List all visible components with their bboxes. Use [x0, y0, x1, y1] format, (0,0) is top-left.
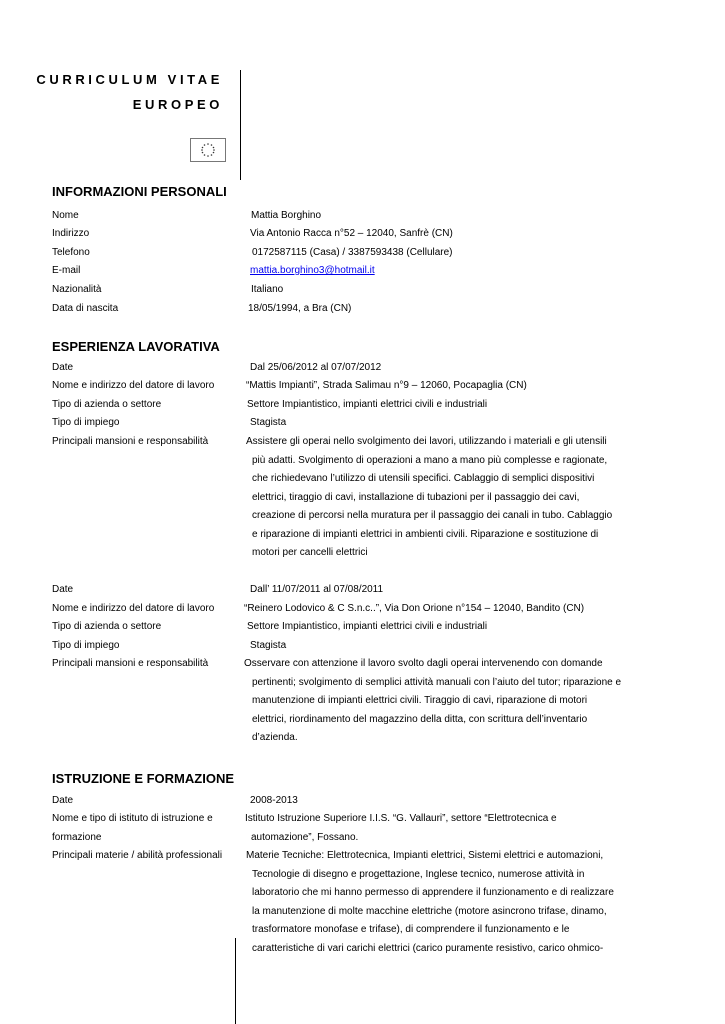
cv-title-line1: CURRICULUM VITAE — [36, 72, 223, 87]
job1-date-label: Date — [52, 362, 74, 373]
cv-title-line2: EUROPEO — [132, 97, 223, 112]
vertical-divider-bottom — [235, 938, 236, 1024]
edu-subjects-line: laboratorio che mi hanno permesso di apprendere il funzionamento e di realizzare — [252, 887, 614, 898]
value-indirizzo: Via Antonio Racca n°52 – 12040, Sanfrè (CN) — [250, 228, 453, 239]
edu-subjects-line: caratteristiche di vari carichi elettrici (carico puramente resistivo, carico ohmico- — [252, 943, 604, 954]
edu-subjects-label: Principali materie / abilità professionali — [52, 850, 223, 861]
label-indirizzo: Indirizzo — [52, 228, 90, 239]
job1-duties-label: Principali mansioni e responsabilità — [52, 436, 209, 447]
value-nome: Mattia Borghino — [251, 210, 322, 221]
job1-type: Stagista — [250, 417, 287, 428]
job2-sector-label: Tipo di azienda o settore — [52, 621, 162, 632]
label-nazionalita: Nazionalità — [52, 284, 102, 295]
job1-duties-line: creazione di percorsi nella muratura per il passaggio dei canali in tubo. Cablaggio — [252, 510, 613, 521]
job1-employer: “Mattis Impianti”, Strada Salimau n°9 – 12060, Pocapaglia (CN) — [246, 380, 527, 391]
job1-duties-line: più adatti. Svolgimento di operazioni a mano a mano più complesse e ragionate, — [252, 455, 608, 466]
job2-duties-line: manutenzione di impianti elettrici civili. Tiraggio di cavi, riparazione di motori — [252, 695, 588, 706]
edu-subjects-line: Tecnologie di disegno e progettazione, Inglese tecnico, numerose attività in — [252, 869, 585, 880]
job2-date-label: Date — [52, 584, 74, 595]
edu-school-label: Nome e tipo di istituto di istruzione e — [52, 813, 213, 824]
job2-duties-label: Principali mansioni e responsabilità — [52, 658, 209, 669]
section-heading-experience: ESPERIENZA LAVORATIVA — [52, 339, 220, 354]
email-link[interactable]: mattia.borghino3@hotmail.it — [250, 265, 375, 276]
edu-date-label: Date — [52, 795, 74, 806]
job2-duties-line: Osservare con attenzione il lavoro svolto dagli operai intervenendo con domande — [244, 658, 603, 669]
job2-date: Dall’ 11/07/2011 al 07/08/2011 — [250, 584, 384, 595]
edu-school-cont: automazione”, Fossano. — [251, 832, 359, 843]
section-heading-personal: INFORMAZIONI PERSONALI — [52, 184, 227, 199]
edu-school-label-cont: formazione — [52, 832, 102, 843]
edu-subjects-line: trasformatore monofase e trifase), di comprendere il funzionamento e le — [252, 924, 570, 935]
job1-type-label: Tipo di impiego — [52, 417, 120, 428]
job2-type: Stagista — [250, 640, 287, 651]
job2-type-label: Tipo di impiego — [52, 640, 120, 651]
job1-duties-line: elettrici, tiraggio di cavi, installazione di tubazioni per il passaggio dei cavi, — [252, 492, 580, 503]
label-nome: Nome — [52, 210, 79, 221]
job1-duties-line: motori per cancelli elettrici — [252, 547, 368, 558]
job2-duties-line: pertinenti; svolgimento di semplici attività manuali con l’aiuto del tutor; riparazione e — [252, 677, 622, 688]
value-telefono: 0172587115 (Casa) / 3387593438 (Cellulare) — [252, 247, 453, 258]
edu-subjects-line: Materie Tecniche: Elettrotecnica, Impianti elettrici, Sistemi elettrici e automazioni, — [246, 850, 604, 861]
job2-sector: Settore Impiantistico, impianti elettrici civili e industriali — [247, 621, 488, 632]
section-heading-education: ISTRUZIONE E FORMAZIONE — [52, 771, 234, 786]
job1-date: Dal 25/06/2012 al 07/07/2012 — [250, 362, 382, 373]
job1-employer-label: Nome e indirizzo del datore di lavoro — [52, 380, 215, 391]
value-data-nascita: 18/05/1994, a Bra (CN) — [248, 303, 352, 314]
job1-duties-line: e riparazione di impianti elettrici in ambienti civili. Riparazione e sostituzione di — [252, 529, 599, 540]
label-data-nascita: Data di nascita — [52, 303, 119, 314]
edu-subjects-line: la manutenzione di molte macchine elettriche (motore asincrono trifase, dinamo, — [252, 906, 607, 917]
job1-duties-line: Assistere gli operai nello svolgimento dei lavori, utilizzando i materiali e gli utensili — [246, 436, 607, 447]
vertical-divider-top — [240, 70, 241, 180]
label-telefono: Telefono — [52, 247, 90, 258]
job2-duties-line: elettrici, riordinamento del magazzino della ditta, con scrittura dell’inventario — [252, 714, 588, 725]
edu-school: Istituto Istruzione Superiore I.I.S. “G. Vallauri”, settore “Elettrotecnica e — [245, 813, 557, 824]
job2-duties-line: d’azienda. — [252, 732, 298, 743]
job2-employer-label: Nome e indirizzo del datore di lavoro — [52, 603, 215, 614]
eu-flag-icon — [190, 138, 226, 162]
job1-sector-label: Tipo di azienda o settore — [52, 399, 162, 410]
edu-date: 2008-2013 — [250, 795, 298, 806]
label-email: E-mail — [52, 265, 81, 276]
job2-employer: “Reinero Lodovico & C S.n.c..”, Via Don Orione n°154 – 12040, Bandito (CN) — [244, 603, 585, 614]
job1-sector: Settore Impiantistico, impianti elettrici civili e industriali — [247, 399, 488, 410]
job1-duties-line: che richiedevano l’utilizzo di utensili specifici. Cablaggio di semplici dispositivi — [252, 473, 595, 484]
value-nazionalita: Italiano — [251, 284, 284, 295]
